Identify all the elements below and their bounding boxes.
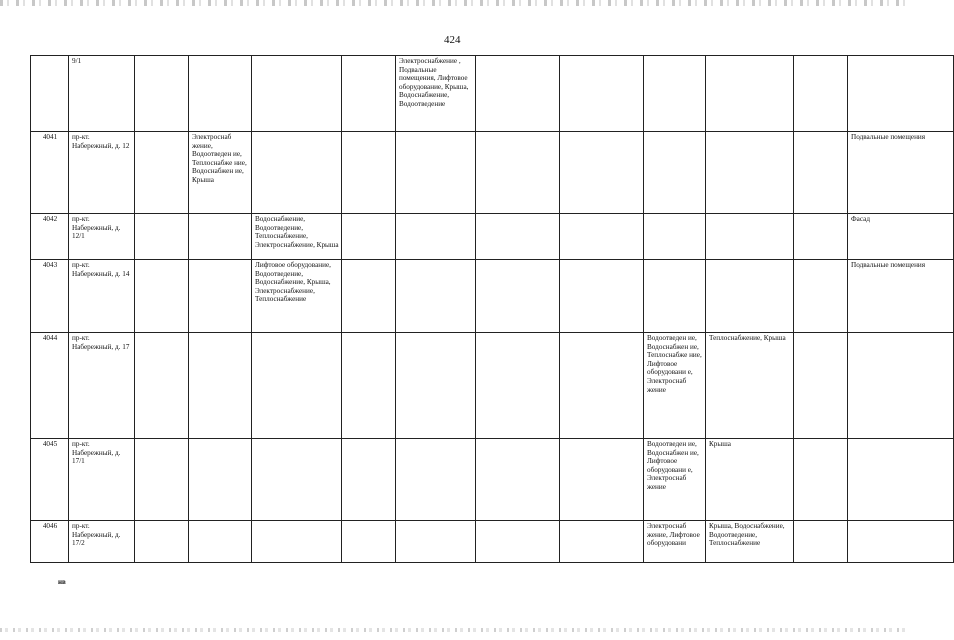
work-cell: Теплоснабжение, Крыша	[706, 333, 794, 439]
address-cell: пр-кт. Набережный, д. 17/2	[69, 521, 135, 563]
work-cell	[706, 260, 794, 333]
work-cell	[135, 132, 189, 214]
work-cell	[644, 214, 706, 260]
work-cell	[794, 521, 848, 563]
work-cell	[476, 56, 560, 132]
work-cell	[135, 214, 189, 260]
footer-mark: нв	[58, 578, 66, 586]
work-cell	[794, 260, 848, 333]
work-cell	[135, 260, 189, 333]
work-cell	[135, 333, 189, 439]
work-cell	[848, 333, 954, 439]
work-cell	[560, 439, 644, 521]
work-cell	[476, 333, 560, 439]
work-cell	[794, 56, 848, 132]
work-cell	[252, 333, 342, 439]
work-cell	[252, 439, 342, 521]
row-number: 4044	[31, 333, 69, 439]
work-cell	[560, 260, 644, 333]
work-cell: Водоснабжение, Водоотведение, Теплоснабжение, Электроснабжение, Крыша	[252, 214, 342, 260]
work-cell: Крыша, Водоснабжение, Водоотведение, Теплоснабжение	[706, 521, 794, 563]
table-row	[31, 56, 954, 132]
work-cell	[396, 439, 476, 521]
table-row	[31, 260, 954, 333]
work-cell	[560, 132, 644, 214]
table-row	[31, 132, 954, 214]
work-cell: Водоотведен ие, Водоснабжен ие, Лифтовое оборудовани е, Электроснаб жение	[644, 439, 706, 521]
page-number: 424	[444, 34, 461, 46]
work-cell: Подвальные помещения	[848, 132, 954, 214]
row-number: 4046	[31, 521, 69, 563]
address-cell: пр-кт. Набережный, д. 17	[69, 333, 135, 439]
address-cell: пр-кт. Набережный, д. 12	[69, 132, 135, 214]
work-cell	[560, 56, 644, 132]
work-cell	[252, 521, 342, 563]
work-cell	[848, 439, 954, 521]
scan-noise-top	[0, 0, 905, 6]
row-number: 4042	[31, 214, 69, 260]
table-row	[31, 333, 954, 439]
work-cell	[560, 333, 644, 439]
work-cell	[706, 214, 794, 260]
work-cell	[396, 521, 476, 563]
work-cell: Водоотведен ие, Водоснабжен ие, Теплоснабже ние, Лифтовое оборудовани е, Электроснаб жение	[644, 333, 706, 439]
work-cell	[135, 439, 189, 521]
work-cell	[396, 260, 476, 333]
address-cell: 9/1	[69, 56, 135, 132]
row-number	[31, 56, 69, 132]
work-cell: Крыша	[706, 439, 794, 521]
work-cell	[476, 439, 560, 521]
work-cell	[706, 132, 794, 214]
work-cell	[794, 132, 848, 214]
work-cell	[794, 333, 848, 439]
work-cell	[135, 56, 189, 132]
work-cell	[476, 521, 560, 563]
work-cell	[342, 56, 396, 132]
work-cell	[644, 56, 706, 132]
work-cell	[189, 260, 252, 333]
work-cell	[135, 521, 189, 563]
work-cell	[189, 439, 252, 521]
work-cell	[794, 214, 848, 260]
work-cell	[396, 214, 476, 260]
work-cell: Электроснабжение , Подвальные помещения, Лифтовое оборудование, Крыша, Водоснабжение, Водоотведение	[396, 56, 476, 132]
work-cell	[476, 132, 560, 214]
scan-noise-bottom	[0, 628, 905, 632]
work-cell	[189, 214, 252, 260]
work-cell	[189, 333, 252, 439]
work-cell	[396, 333, 476, 439]
work-cell	[476, 214, 560, 260]
table-row	[31, 439, 954, 521]
row-number: 4045	[31, 439, 69, 521]
work-cell: Электроснаб жение, Водоотведен ие, Теплоснабже ние, Водоснабжен ие, Крыша	[189, 132, 252, 214]
work-cell: Фасад	[848, 214, 954, 260]
work-cell	[560, 521, 644, 563]
work-cell	[848, 521, 954, 563]
address-cell: пр-кт. Набережный, д. 17/1	[69, 439, 135, 521]
work-cell	[342, 333, 396, 439]
work-cell	[342, 132, 396, 214]
table-row	[31, 521, 954, 563]
work-cell	[342, 214, 396, 260]
row-number: 4043	[31, 260, 69, 333]
work-cell	[476, 260, 560, 333]
work-cell: Подвальные помещения	[848, 260, 954, 333]
work-cell	[706, 56, 794, 132]
work-cell: Лифтовое оборудование, Водоотведение, Водоснабжение, Крыша, Электроснабжение, Теплоснабжение	[252, 260, 342, 333]
work-cell	[189, 56, 252, 132]
work-cell	[342, 439, 396, 521]
repair-schedule-table	[30, 55, 954, 563]
work-cell	[396, 132, 476, 214]
address-cell: пр-кт. Набережный, д. 12/1	[69, 214, 135, 260]
work-cell	[252, 132, 342, 214]
table-row	[31, 214, 954, 260]
work-cell	[189, 521, 252, 563]
work-cell	[794, 439, 848, 521]
address-cell: пр-кт. Набережный, д. 14	[69, 260, 135, 333]
work-cell: Электроснаб жение, Лифтовое оборудовани	[644, 521, 706, 563]
work-cell	[644, 260, 706, 333]
row-number: 4041	[31, 132, 69, 214]
work-cell	[848, 56, 954, 132]
work-cell	[342, 260, 396, 333]
work-cell	[644, 132, 706, 214]
work-cell	[252, 56, 342, 132]
work-cell	[342, 521, 396, 563]
work-cell	[560, 214, 644, 260]
